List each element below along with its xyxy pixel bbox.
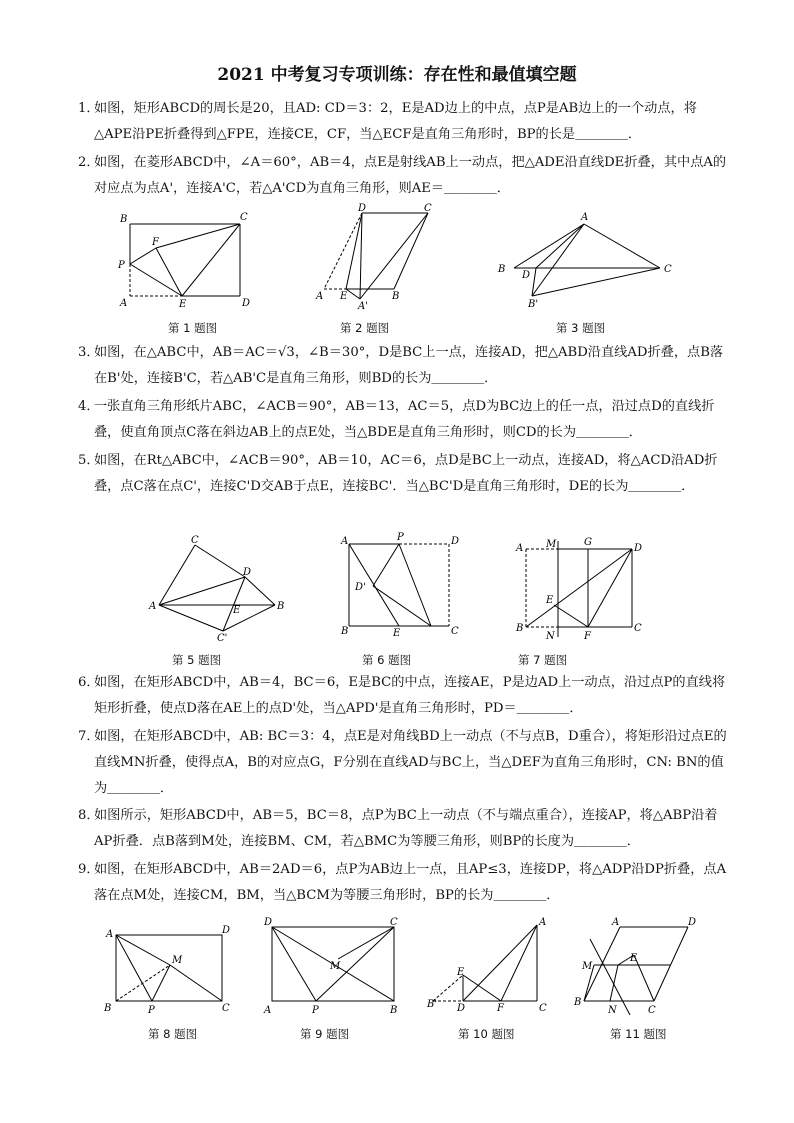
svg-text:C: C <box>424 203 432 214</box>
question-number: 5． <box>78 453 100 468</box>
svg-text:A: A <box>264 1005 272 1016</box>
question-text: 如图，在Rt△ABC中，∠ACB＝90°，AB＝10，AC＝6，点D是BC上一动点，连接AD，将△ACD沿AD折叠，点C落在点C'，连接C'D交AB于点E，连接BC'．当△BC'D是直角三角形时，DE的长为＿＿＿＿． <box>94 453 718 494</box>
svg-text:D': D' <box>355 582 366 593</box>
svg-text:B: B <box>498 264 506 275</box>
question-text: 一张直角三角形纸片ABC，∠ACB＝90°，AB＝13，AC＝5，点D为BC边上的任一点，沿过点D的直线折叠，使直角顶点C落在斜边AB上的点E处，当△BDE是直角三角形时，则CD的长为＿＿＿＿． <box>94 399 715 440</box>
question-text: 如图，在矩形ABCD中，AB＝4，BC＝6，E是BC的中点，连接AE，P是边AD上一动点，沿过点P的直线将矩形折叠，使点D落在AE上的点D'处，当△APD'是直角三角形时，PD＝＿＿＿＿． <box>94 675 726 716</box>
question-number: 8． <box>78 808 100 823</box>
svg-text:M: M <box>582 961 593 972</box>
svg-text:G: G <box>584 537 592 548</box>
question-number: 7． <box>78 729 100 744</box>
figure-caption: 第 11 题图 <box>610 1027 667 1041</box>
figure-11 <box>570 915 700 1020</box>
question-8 <box>78 803 728 855</box>
figure-5 <box>145 535 295 645</box>
svg-text:E: E <box>179 299 187 310</box>
svg-text:N: N <box>608 1005 617 1016</box>
page-title: 2021 中考复习专项训练：存在性和最值填空题 <box>217 65 577 85</box>
svg-text:E: E <box>457 967 465 978</box>
question-number: 3． <box>78 345 100 360</box>
svg-text:B: B <box>392 291 400 302</box>
figure-caption: 第 6 题图 <box>362 653 412 667</box>
figure-3 <box>490 210 680 310</box>
svg-text:D: D <box>242 298 251 309</box>
svg-text:C: C <box>191 535 199 546</box>
svg-text:F: F <box>584 631 591 642</box>
svg-text:C: C <box>390 917 398 928</box>
figure-caption: 第 3 题图 <box>556 321 606 335</box>
svg-text:A: A <box>612 917 620 928</box>
svg-text:B: B <box>574 997 582 1008</box>
svg-text:D: D <box>688 917 697 928</box>
svg-text:B: B <box>104 1003 112 1014</box>
figure-1 <box>112 210 262 310</box>
svg-text:F: F <box>497 1003 504 1014</box>
figure-caption: 第 7 题图 <box>518 653 568 667</box>
question-number: 2． <box>78 155 100 170</box>
svg-text:M: M <box>172 955 183 966</box>
figure-caption: 第 10 题图 <box>458 1027 515 1041</box>
svg-text:C: C <box>634 623 642 634</box>
svg-text:P: P <box>148 1005 155 1016</box>
svg-text:B: B <box>516 623 524 634</box>
question-text: 如图，在菱形ABCD中，∠A＝60°，AB＝4，点E是射线AB上一动点，把△ADE沿直线DE折叠，其中点A的对应点为点A'，连接A'C，若△A'CD为直角三角形，则AE＝＿＿＿＿． <box>94 155 727 196</box>
svg-text:A: A <box>120 298 128 309</box>
question-9 <box>78 857 728 909</box>
svg-text:M: M <box>330 961 341 972</box>
svg-text:D: D <box>264 917 273 928</box>
svg-text:A: A <box>106 929 114 940</box>
svg-text:D: D <box>457 1003 466 1014</box>
question-number: 6． <box>78 675 100 690</box>
question-5 <box>78 448 728 500</box>
question-1 <box>78 96 728 148</box>
question-6 <box>78 670 728 722</box>
svg-text:E: E <box>630 953 638 964</box>
svg-text:B: B <box>277 601 285 612</box>
svg-text:C: C <box>648 1005 656 1016</box>
svg-text:M: M <box>546 539 557 550</box>
svg-text:E: E <box>340 291 348 302</box>
svg-text:D: D <box>243 567 252 578</box>
question-text: 如图，在矩形ABCD中，AB: BC＝3：4，点E是对角线BD上一动点（不与点B，D重合），将矩形沿过点E的直线MN折叠，使得点A，B的对应点G，F分别在直线AD与BC上，当△DEF为直角三角形时，CN: BN的值为＿＿＿＿． <box>94 729 727 796</box>
question-2 <box>78 150 728 202</box>
svg-text:A: A <box>316 291 324 302</box>
svg-text:P: P <box>397 532 404 543</box>
svg-text:B: B <box>120 214 128 225</box>
figure-caption: 第 9 题图 <box>300 1027 350 1041</box>
svg-text:A: A <box>516 543 524 554</box>
figure-2 <box>310 203 440 313</box>
svg-text:B': B' <box>528 299 539 310</box>
svg-text:P: P <box>118 260 125 271</box>
question-7 <box>78 724 728 802</box>
figure-9 <box>260 915 410 1020</box>
figure-caption: 第 5 题图 <box>172 653 222 667</box>
figure-7 <box>510 535 650 645</box>
figure-6 <box>335 530 465 645</box>
svg-text:A': A' <box>358 301 368 312</box>
svg-text:C: C <box>222 1003 230 1014</box>
svg-text:B: B <box>390 1005 398 1016</box>
svg-text:N: N <box>546 631 555 642</box>
question-3 <box>78 340 728 392</box>
svg-text:P: P <box>312 1005 319 1016</box>
question-4 <box>78 394 728 446</box>
svg-text:C: C <box>539 1003 547 1014</box>
question-text: 如图，矩形ABCD的周长是20，且AD: CD＝3：2，E是AD边上的中点，点P是AB边上的一个动点，将△APE沿PE折叠得到△FPE，连接CE，CF，当△ECF是直角三角形时，BP的长是＿＿＿＿． <box>94 101 697 142</box>
svg-text:C: C <box>664 264 672 275</box>
figure-caption: 第 1 题图 <box>168 321 218 335</box>
svg-text:D: D <box>222 925 231 936</box>
svg-text:A: A <box>539 917 547 928</box>
figure-caption: 第 8 题图 <box>148 1027 198 1041</box>
svg-text:C': C' <box>217 633 228 644</box>
question-number: 1． <box>78 101 100 116</box>
svg-text:A: A <box>341 536 349 547</box>
svg-text:C: C <box>240 212 248 223</box>
question-text: 如图，在矩形ABCD中，AB＝2AD＝6，点P为AB边上一点，且AP≤3，连接DP，将△ADP沿DP折叠，点A落在点M处，连接CM，BM，当△BCM为等腰三角形时，BP的长为＿＿＿＿． <box>94 862 727 903</box>
svg-text:C: C <box>451 626 459 637</box>
svg-text:D: D <box>451 536 460 547</box>
svg-text:B': B' <box>427 999 438 1010</box>
svg-text:A: A <box>149 601 157 612</box>
figure-8 <box>100 925 240 1020</box>
svg-text:E: E <box>546 595 554 606</box>
svg-text:F: F <box>152 237 159 248</box>
question-number: 4． <box>78 399 100 414</box>
svg-text:D: D <box>358 203 367 214</box>
svg-text:D: D <box>522 270 531 281</box>
svg-text:D: D <box>634 543 643 554</box>
figure-10 <box>425 915 555 1020</box>
svg-text:B: B <box>341 626 349 637</box>
svg-text:E: E <box>393 628 401 639</box>
question-text: 如图，在△ABC中，AB＝AC＝√3，∠B＝30°，D是BC上一点，连接AD，把△ABD沿直线AD折叠，点B落在B'处，连接B'C，若△AB'C是直角三角形，则BD的长为＿＿＿＿． <box>94 345 724 386</box>
figure-caption: 第 2 题图 <box>340 321 390 335</box>
question-text: 如图所示，矩形ABCD中，AB＝5，BC＝8，点P为BC上一动点（不与端点重合），连接AP，将△ABP沿着AP折叠．点B落到M处，连接BM、CM，若△BMC为等腰三角形，则BP的长度为＿＿＿＿． <box>94 808 718 849</box>
svg-text:A: A <box>581 212 589 223</box>
svg-text:E: E <box>233 605 241 616</box>
question-number: 9． <box>78 862 100 877</box>
